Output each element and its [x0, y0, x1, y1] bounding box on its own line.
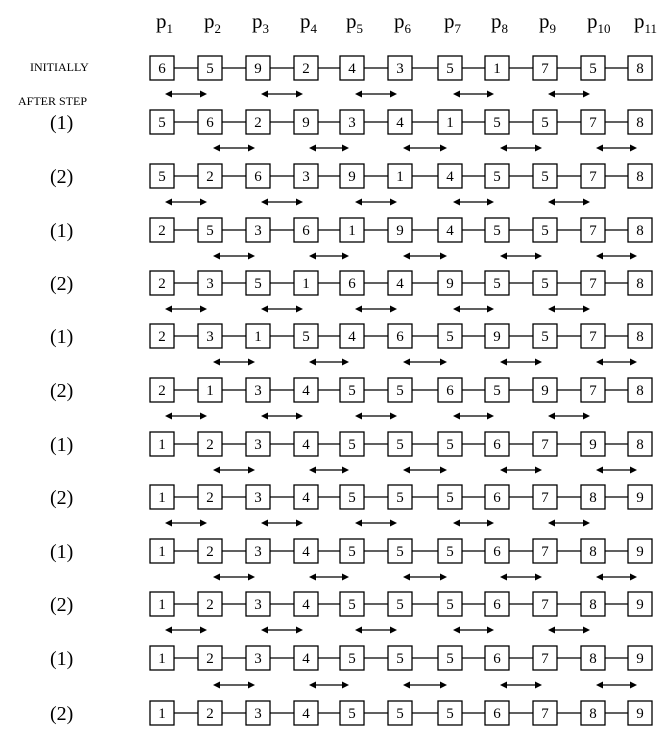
cell-value: 2	[206, 169, 214, 185]
cell-value: 5	[206, 223, 214, 239]
sort-row	[50, 592, 652, 616]
exchange-arrow	[261, 520, 303, 527]
cell-value: 5	[348, 597, 356, 613]
cell-value: 3	[254, 383, 262, 399]
cell-value: 5	[446, 544, 454, 560]
column-header-base: p	[300, 9, 311, 33]
exchange-arrow	[355, 627, 397, 634]
cell-value: 9	[302, 115, 310, 131]
column-header-base: p	[394, 9, 405, 33]
column-header-base: p	[204, 9, 215, 33]
cell-value: 8	[636, 169, 644, 185]
cell-value: 9	[348, 169, 356, 185]
cell-value: 3	[396, 61, 404, 77]
exchange-arrow	[596, 467, 637, 474]
cell-value: 5	[541, 276, 549, 292]
cell-value: 8	[636, 61, 644, 77]
cell-value: 5	[446, 490, 454, 506]
step-label: (2)	[50, 166, 74, 188]
cell-value: 3	[254, 490, 262, 506]
step-label: (1)	[50, 220, 74, 242]
exchange-row-odd	[165, 520, 590, 527]
cell-value: 2	[254, 115, 262, 131]
column-header-base: p	[634, 9, 645, 33]
cell-value: 6	[493, 490, 501, 506]
cell-value: 1	[158, 437, 166, 453]
cell-value: 5	[493, 223, 501, 239]
cell-value: 1	[158, 490, 166, 506]
cell-value: 5	[158, 169, 166, 185]
column-header-subscript: 8	[501, 21, 508, 36]
cell-value: 1	[158, 706, 166, 722]
column-header-base: p	[491, 9, 502, 33]
cell-value: 8	[636, 276, 644, 292]
cell-value: 5	[446, 651, 454, 667]
cell-value: 5	[541, 329, 549, 345]
cell-value: 3	[206, 329, 214, 345]
exchange-arrow	[500, 145, 542, 152]
sort-row	[50, 485, 652, 509]
exchange-arrow	[309, 359, 349, 366]
cell-value: 5	[254, 276, 262, 292]
exchange-arrow	[309, 145, 349, 152]
cell-value: 4	[302, 383, 310, 399]
sort-rows	[50, 56, 652, 725]
column-header-p4	[300, 9, 318, 36]
step-label: (2)	[50, 703, 74, 725]
cell-value: 5	[396, 490, 404, 506]
cell-value: 9	[636, 490, 644, 506]
exchange-row-even	[213, 145, 637, 152]
cell-value: 5	[541, 115, 549, 131]
cell-value: 2	[158, 383, 166, 399]
sort-row	[50, 271, 652, 295]
cell-value: 3	[254, 597, 262, 613]
cell-value: 3	[254, 651, 262, 667]
column-header-subscript: 4	[310, 21, 317, 36]
cell-value: 2	[158, 276, 166, 292]
cell-value: 4	[302, 706, 310, 722]
cell-value: 5	[446, 329, 454, 345]
exchange-arrow	[453, 306, 494, 313]
cell-value: 8	[636, 115, 644, 131]
cell-value: 3	[302, 169, 310, 185]
exchange-arrow	[453, 199, 494, 206]
processor-headers	[156, 9, 657, 36]
column-header-p6	[394, 9, 412, 36]
exchange-arrow	[213, 467, 255, 474]
exchange-arrow	[596, 253, 637, 260]
cell-value: 7	[589, 115, 597, 131]
column-header-base: p	[252, 9, 263, 33]
cell-value: 9	[636, 651, 644, 667]
column-header-p5	[346, 9, 363, 36]
cell-value: 9	[446, 276, 454, 292]
exchange-arrow	[261, 306, 303, 313]
column-header-base: p	[346, 9, 357, 33]
cell-value: 5	[446, 437, 454, 453]
cell-value: 6	[446, 383, 454, 399]
exchange-row-odd	[165, 627, 590, 634]
cell-value: 4	[302, 651, 310, 667]
sort-row	[50, 110, 652, 134]
cell-value: 2	[302, 61, 310, 77]
step-label: (2)	[50, 273, 74, 295]
sort-row	[50, 164, 652, 188]
column-header-subscript: 2	[214, 21, 221, 36]
cell-value: 5	[446, 61, 454, 77]
cell-value: 7	[541, 706, 549, 722]
column-header-subscript: 6	[404, 21, 411, 36]
exchange-arrow	[500, 359, 542, 366]
cell-value: 2	[158, 329, 166, 345]
cell-value: 6	[254, 169, 262, 185]
cell-value: 8	[589, 544, 597, 560]
cell-value: 8	[636, 329, 644, 345]
cell-value: 5	[348, 383, 356, 399]
column-header-base: p	[587, 9, 598, 33]
cell-value: 1	[158, 597, 166, 613]
column-header-subscript: 1	[166, 21, 173, 36]
exchange-arrow	[309, 574, 349, 581]
column-header-subscript: 11	[644, 21, 658, 36]
step-label: (2)	[50, 487, 74, 509]
cell-value: 1	[396, 169, 404, 185]
after-step-label: AFTER STEP	[18, 94, 88, 108]
cell-value: 5	[396, 383, 404, 399]
exchange-arrow	[355, 91, 397, 98]
cell-value: 5	[348, 490, 356, 506]
cell-value: 1	[446, 115, 454, 131]
cell-value: 9	[493, 329, 501, 345]
cell-value: 5	[541, 169, 549, 185]
cell-value: 5	[446, 597, 454, 613]
column-header-subscript: 3	[262, 21, 269, 36]
exchange-arrow	[213, 253, 255, 260]
cell-value: 5	[396, 544, 404, 560]
cell-value: 5	[493, 276, 501, 292]
cell-value: 5	[396, 651, 404, 667]
cell-value: 5	[396, 706, 404, 722]
column-header-p10	[587, 9, 611, 36]
cell-value: 5	[493, 115, 501, 131]
cell-value: 5	[493, 383, 501, 399]
cell-value: 7	[589, 169, 597, 185]
exchange-arrow	[548, 91, 590, 98]
column-header-p1	[156, 9, 173, 36]
step-label: (1)	[50, 541, 74, 563]
step-label: (1)	[50, 112, 74, 134]
cell-value: 4	[348, 329, 356, 345]
exchange-arrow	[453, 91, 494, 98]
column-header-base: p	[156, 9, 167, 33]
exchange-arrow	[453, 520, 494, 527]
exchange-arrow	[596, 145, 637, 152]
cell-value: 9	[254, 61, 262, 77]
exchange-arrow	[403, 145, 447, 152]
sort-row	[50, 324, 652, 348]
cell-value: 7	[589, 329, 597, 345]
cell-value: 2	[158, 223, 166, 239]
column-header-p8	[491, 9, 508, 36]
cell-value: 8	[636, 437, 644, 453]
exchange-arrow	[548, 627, 590, 634]
cell-value: 5	[348, 651, 356, 667]
cell-value: 6	[302, 223, 310, 239]
exchange-arrow	[500, 253, 542, 260]
cell-value: 5	[206, 61, 214, 77]
cell-value: 7	[589, 223, 597, 239]
cell-value: 6	[493, 437, 501, 453]
column-header-p2	[204, 9, 221, 36]
column-header-base: p	[539, 9, 550, 33]
cell-value: 7	[541, 651, 549, 667]
cell-value: 2	[206, 597, 214, 613]
exchange-arrow	[548, 199, 590, 206]
cell-value: 4	[302, 490, 310, 506]
column-header-p7	[444, 9, 462, 36]
column-header-subscript: 9	[549, 21, 556, 36]
sort-row	[50, 218, 652, 242]
cell-value: 6	[493, 597, 501, 613]
cell-value: 2	[206, 544, 214, 560]
exchange-row-even	[213, 253, 637, 260]
exchange-arrow	[355, 520, 397, 527]
cell-value: 5	[541, 223, 549, 239]
cell-value: 1	[158, 544, 166, 560]
exchange-arrow	[309, 253, 349, 260]
exchange-row-even	[213, 682, 637, 689]
cell-value: 1	[348, 223, 356, 239]
column-header-base: p	[444, 9, 455, 33]
cell-value: 9	[396, 223, 404, 239]
cell-value: 8	[589, 706, 597, 722]
cell-value: 5	[348, 544, 356, 560]
exchange-arrow	[500, 467, 542, 474]
exchange-arrow	[403, 359, 447, 366]
step-label: (1)	[50, 326, 74, 348]
exchange-arrow	[403, 253, 447, 260]
sort-row	[50, 432, 652, 456]
cell-value: 7	[541, 490, 549, 506]
cell-value: 3	[254, 544, 262, 560]
cell-value: 6	[493, 544, 501, 560]
cell-value: 1	[254, 329, 262, 345]
cell-value: 3	[254, 223, 262, 239]
cell-value: 5	[589, 61, 597, 77]
cell-value: 3	[254, 437, 262, 453]
exchange-arrow	[261, 413, 303, 420]
exchange-arrow	[213, 682, 255, 689]
sort-row	[50, 539, 652, 563]
sort-row	[50, 378, 652, 402]
cell-value: 6	[206, 115, 214, 131]
cell-value: 6	[158, 61, 166, 77]
cell-value: 2	[206, 490, 214, 506]
cell-value: 2	[206, 651, 214, 667]
exchange-arrow	[596, 359, 637, 366]
exchange-arrow	[165, 199, 207, 206]
exchange-arrow	[403, 682, 447, 689]
cell-value: 9	[636, 597, 644, 613]
cell-value: 7	[541, 437, 549, 453]
exchange-arrow	[213, 359, 255, 366]
cell-value: 2	[206, 706, 214, 722]
cell-value: 4	[396, 115, 404, 131]
cell-value: 7	[541, 61, 549, 77]
column-header-p9	[539, 9, 556, 36]
exchange-arrow	[261, 627, 303, 634]
exchange-arrow	[165, 306, 207, 313]
exchange-row-odd	[165, 413, 590, 420]
column-header-p3	[252, 9, 269, 36]
cell-value: 1	[206, 383, 214, 399]
column-header-subscript: 7	[454, 21, 461, 36]
cell-value: 9	[541, 383, 549, 399]
exchange-arrow	[403, 574, 447, 581]
exchange-arrow	[355, 413, 397, 420]
exchange-arrow	[500, 574, 542, 581]
step-label: (1)	[50, 434, 74, 456]
cell-value: 5	[396, 597, 404, 613]
cell-value: 6	[493, 706, 501, 722]
cell-value: 6	[493, 651, 501, 667]
exchange-arrow	[213, 145, 255, 152]
exchange-arrow	[165, 627, 207, 634]
cell-value: 1	[302, 276, 310, 292]
cell-value: 5	[493, 169, 501, 185]
exchange-arrow	[596, 574, 637, 581]
cell-value: 7	[541, 544, 549, 560]
step-label: (2)	[50, 380, 74, 402]
exchange-arrow	[165, 520, 207, 527]
cell-value: 1	[158, 651, 166, 667]
initially-label: INITIALLY	[30, 60, 89, 74]
cell-value: 9	[636, 706, 644, 722]
cell-value: 8	[589, 651, 597, 667]
cell-value: 3	[254, 706, 262, 722]
cell-value: 1	[493, 61, 501, 77]
cell-value: 9	[589, 437, 597, 453]
exchange-arrow	[309, 682, 349, 689]
exchange-arrow	[165, 91, 207, 98]
cell-value: 5	[348, 437, 356, 453]
cell-value: 2	[206, 437, 214, 453]
cell-value: 8	[636, 383, 644, 399]
cell-value: 4	[396, 276, 404, 292]
exchange-arrow	[548, 520, 590, 527]
exchange-row-even	[213, 467, 637, 474]
exchange-arrow	[261, 91, 303, 98]
exchange-arrow	[213, 574, 255, 581]
cell-value: 5	[302, 329, 310, 345]
exchange-arrow	[403, 467, 447, 474]
cell-value: 6	[348, 276, 356, 292]
exchange-arrow	[500, 682, 542, 689]
exchange-arrow	[355, 199, 397, 206]
sort-row	[50, 646, 652, 670]
exchange-arrow	[355, 306, 397, 313]
exchange-arrow	[596, 682, 637, 689]
exchange-row-odd	[165, 199, 590, 206]
cell-value: 8	[589, 490, 597, 506]
step-label: (1)	[50, 648, 74, 670]
exchange-arrow	[309, 467, 349, 474]
cell-value: 8	[589, 597, 597, 613]
column-header-subscript: 10	[597, 21, 611, 36]
exchange-row-even	[213, 574, 637, 581]
step-label: (2)	[50, 594, 74, 616]
cell-value: 4	[348, 61, 356, 77]
cell-value: 8	[636, 223, 644, 239]
cell-value: 3	[206, 276, 214, 292]
exchange-arrow	[548, 413, 590, 420]
cell-value: 9	[636, 544, 644, 560]
sort-row	[50, 701, 652, 725]
exchange-arrow	[261, 199, 303, 206]
cell-value: 3	[348, 115, 356, 131]
cell-value: 4	[446, 169, 454, 185]
column-header-subscript: 5	[356, 21, 363, 36]
cell-value: 4	[302, 544, 310, 560]
sort-row	[150, 56, 652, 80]
column-header-p11	[634, 9, 657, 36]
exchange-arrow	[165, 413, 207, 420]
cell-value: 4	[302, 597, 310, 613]
cell-value: 7	[541, 597, 549, 613]
cell-value: 6	[396, 329, 404, 345]
cell-value: 7	[589, 276, 597, 292]
exchange-arrow	[453, 413, 494, 420]
exchange-row-odd	[165, 306, 590, 313]
exchange-arrow	[453, 627, 494, 634]
cell-value: 4	[302, 437, 310, 453]
exchange-row-even	[213, 359, 637, 366]
cell-value: 7	[589, 383, 597, 399]
cell-value: 5	[396, 437, 404, 453]
cell-value: 5	[348, 706, 356, 722]
exchange-row-odd	[165, 91, 590, 98]
exchange-arrow	[548, 306, 590, 313]
cell-value: 4	[446, 223, 454, 239]
cell-value: 5	[158, 115, 166, 131]
cell-value: 5	[446, 706, 454, 722]
